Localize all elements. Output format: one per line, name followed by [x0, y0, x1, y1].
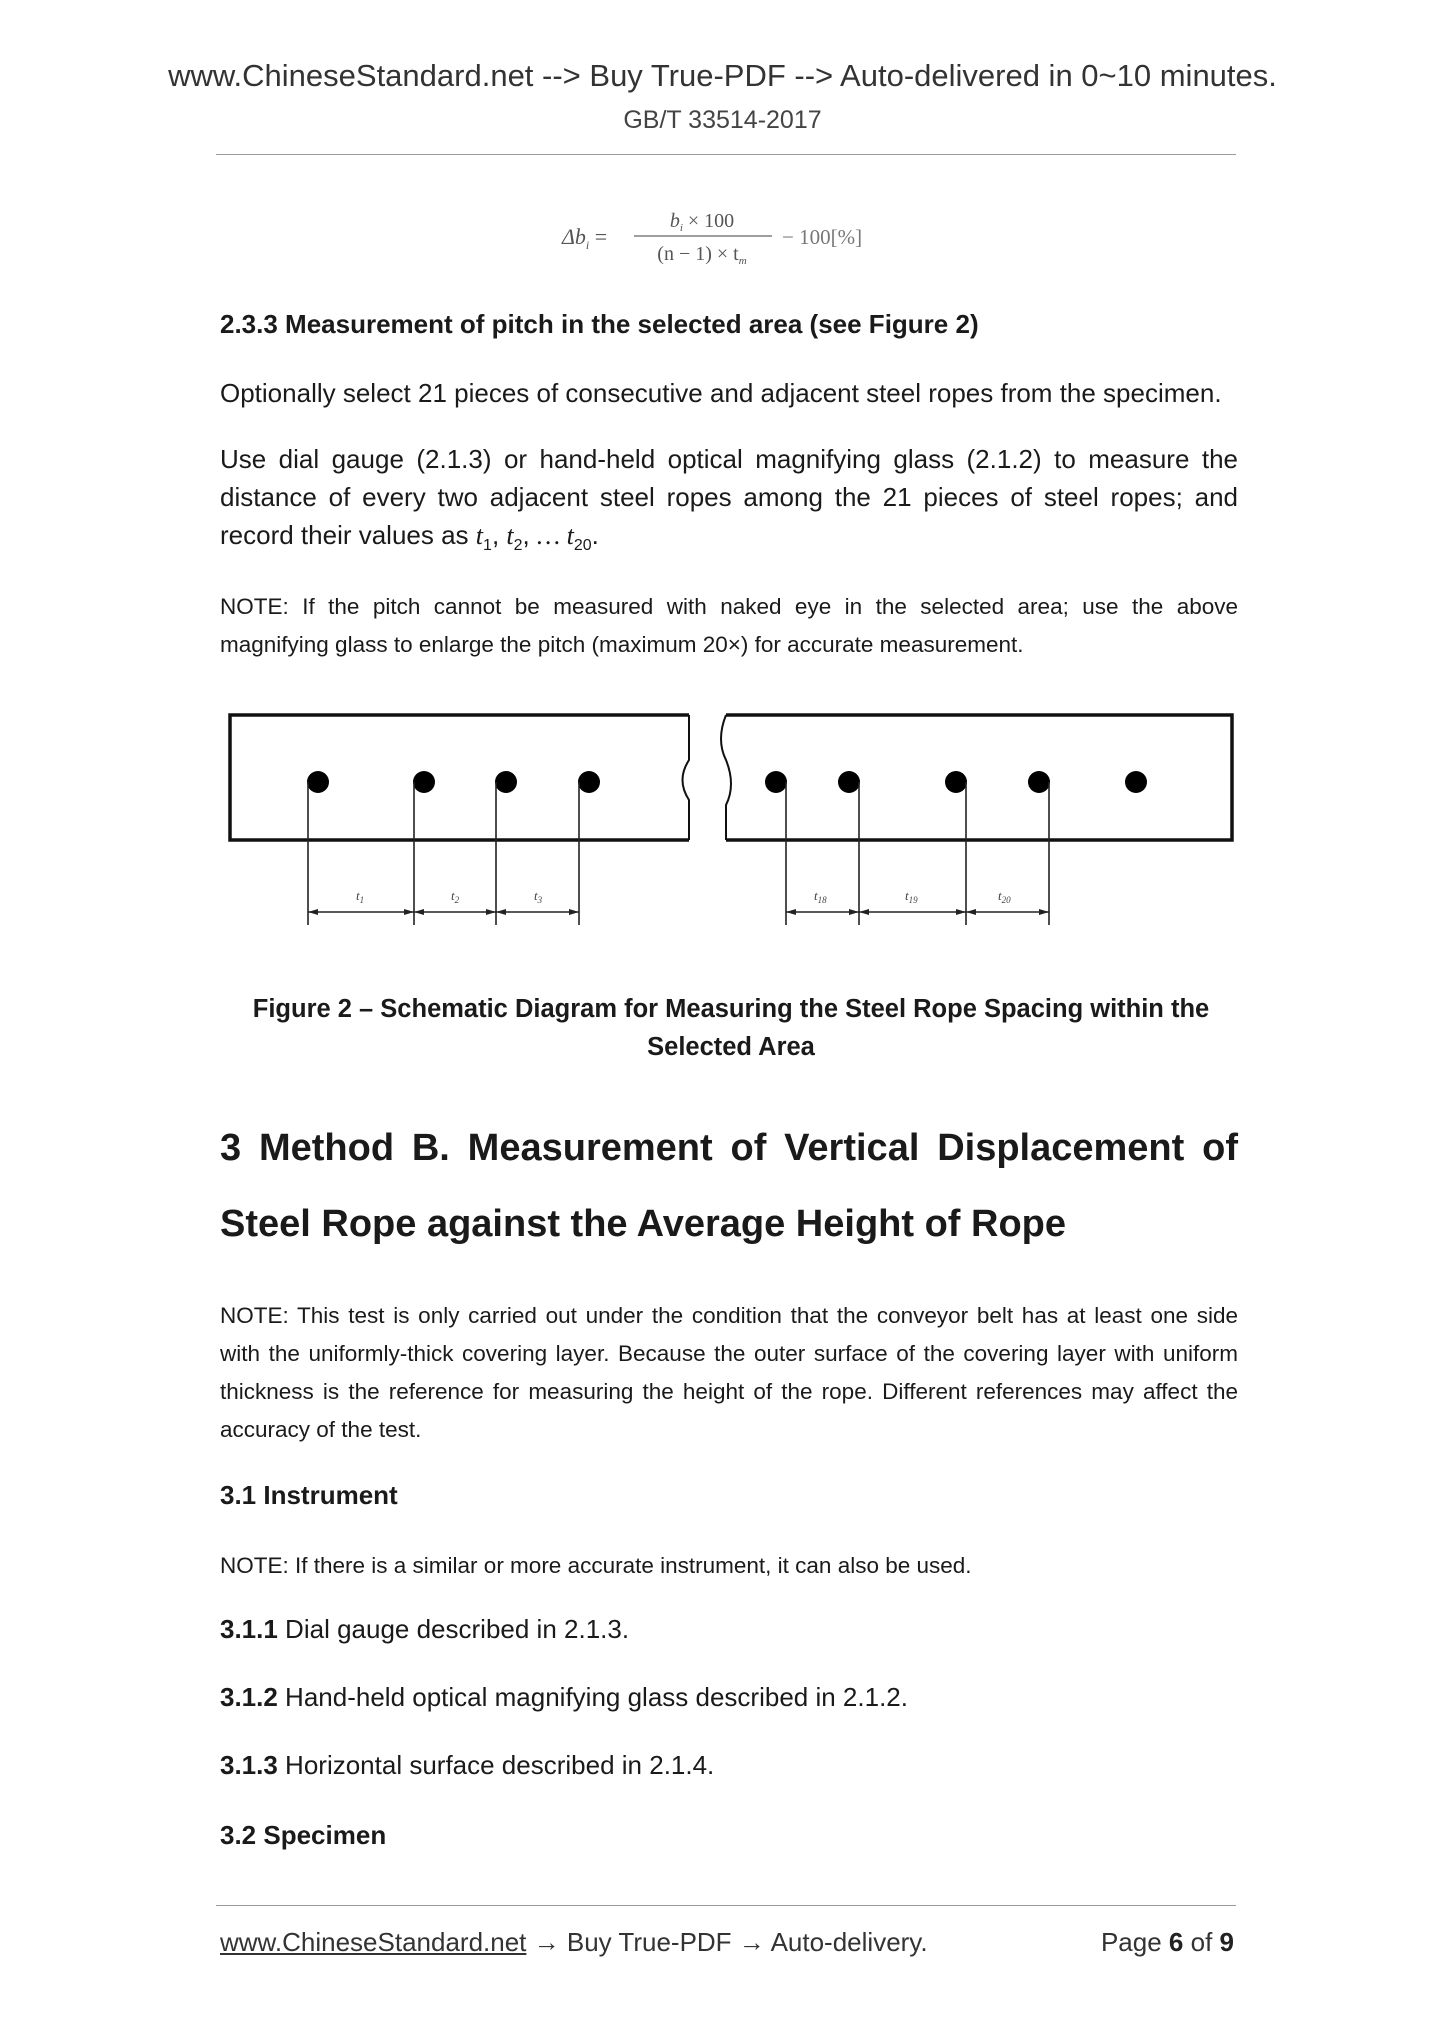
left-break-line [683, 715, 690, 840]
var-t1: t [475, 521, 484, 550]
svg-text:(n − 1) × tm [657, 243, 746, 267]
footer-text: → Buy True-PDF → Auto-delivery. [526, 1927, 928, 1957]
rope-4 [578, 771, 600, 793]
left-belt-outline [230, 715, 689, 840]
formula-denominator: (n − 1) × t [657, 243, 739, 265]
formula-lhs: Δb [562, 224, 586, 249]
header-banner[interactable]: www.ChineseStandard.net --> Buy True-PDF --> Auto-delivered in 0~10 minutes. [168, 58, 1277, 93]
footer-left [220, 1927, 928, 1958]
right-break-line [721, 715, 731, 840]
label-t3: $t_3$ [534, 888, 543, 905]
item-3-1-2 [220, 1678, 1238, 1716]
page-number: 6 [1168, 1927, 1184, 1957]
section-2-3-3-heading: 2.3.3 Measurement of pitch in the selected area (see Figure 2) [220, 309, 979, 339]
rope-extra [1125, 771, 1147, 793]
label-t2: $t_2$ [451, 888, 460, 905]
formula-denominator-sub: m [738, 255, 747, 267]
section-3-2-heading: 3.2 Specimen [220, 1820, 387, 1850]
figure-2 [216, 700, 1246, 950]
formula [560, 205, 900, 267]
item-3-1-3-num: 3.1.3 [220, 1750, 278, 1780]
page-indicator [1101, 1927, 1234, 1958]
footer-link[interactable]: www.ChineseStandard.net [220, 1927, 527, 1957]
of-word: of [1183, 1927, 1220, 1957]
page-total: 9 [1219, 1927, 1234, 1957]
rope-19 [838, 771, 860, 793]
item-3-1-1 [220, 1610, 1238, 1648]
var-t1-sub: 1 [483, 537, 492, 555]
rope-2 [413, 771, 435, 793]
figure-2-caption: Figure 2 – Schematic Diagram for Measuring the Steel Rope Spacing within the Selected Area [252, 995, 1210, 1061]
svg-text:Δbi =: $\Delta b_i$ = [562, 224, 608, 252]
item-3-1-3 [220, 1746, 1238, 1784]
var-t2-sub: 2 [513, 537, 523, 555]
rope-1 [307, 771, 329, 793]
label-t19: $t_{19}$ [905, 888, 918, 905]
item-3-1-1-text: Dial gauge described in 2.1.3. [277, 1614, 630, 1644]
section-3-1-note: NOTE: If there is a similar or more accurate instrument, it can also be used. [220, 1553, 972, 1578]
rope-21 [1028, 771, 1050, 793]
section-3-1-heading: 3.1 Instrument [220, 1480, 398, 1510]
formula-numerator: b [669, 210, 680, 232]
item-3-1-1-num: 3.1.1 [220, 1614, 278, 1644]
var-t2: t [506, 521, 514, 550]
formula-numerator-rest: × 100 [682, 210, 735, 232]
section-2-3-3-note: NOTE: If the pitch cannot be measured with naked eye in the selected area; use the above magnifying glass to enlarge the pitch (maximum 20×) for accurate measurement. [220, 594, 1238, 657]
standard-id: GB/T 33514-2017 [623, 106, 822, 134]
item-3-1-2-text: Hand-held optical magnifying glass described in 2.1.2. [277, 1682, 908, 1712]
var-t20: … t [536, 521, 574, 550]
rope-18 [765, 771, 787, 793]
item-3-1-3-text: Horizontal surface described in 2.1.4. [277, 1750, 715, 1780]
section-3-note: NOTE: This test is only carried out under the condition that the conveyor belt has at least one side with the uniformly-thick covering layer. Because the outer surface of the covering layer with uniform thickness is the reference for measuring the height of the rope. Different references may affect the accuracy of the test. [220, 1303, 1238, 1442]
label-t1: $t_1$ [356, 888, 365, 905]
page-word: Page [1100, 1927, 1169, 1957]
period: . [591, 520, 599, 550]
section-2-3-3-para2: Use dial gauge (2.1.3) or hand-held optical magnifying glass (2.1.2) to measure the distance of every two adjacent steel ropes among the 21 pieces of steel ropes; and record their values as $t_1$, $t_2$, … $t_{20}$. [220, 444, 1238, 555]
footer-rule [216, 1905, 1236, 1906]
label-t18: $t_{18}$ [814, 888, 827, 905]
section-3-heading: 3 Method B. Measurement of Vertical Displacement of Steel Rope against the Average Height of Rope [220, 1127, 1238, 1245]
header-rule [216, 154, 1236, 155]
rope-3 [495, 771, 517, 793]
formula-rhs: − 100[%] [782, 225, 863, 249]
rope-20 [945, 771, 967, 793]
label-t20: $t_{20}$ [998, 888, 1011, 905]
section-2-3-3-para1: Optionally select 21 pieces of consecutive and adjacent steel ropes from the specimen. [220, 378, 1222, 408]
svg-text:bi × 100 [670, 210, 734, 234]
right-belt-outline [726, 715, 1232, 840]
formula-lhs-sub: i [585, 238, 590, 252]
formula-numerator-sub: i [679, 222, 683, 234]
var-t20-sub: 20 [573, 537, 592, 555]
para2-text: Use dial gauge (2.1.3) or hand-held optical magnifying glass (2.1.2) to measure the distance of every two adjacent steel ropes among the 21 pieces of steel ropes; and record their values as [220, 444, 1238, 550]
item-3-1-2-num: 3.1.2 [220, 1682, 278, 1712]
